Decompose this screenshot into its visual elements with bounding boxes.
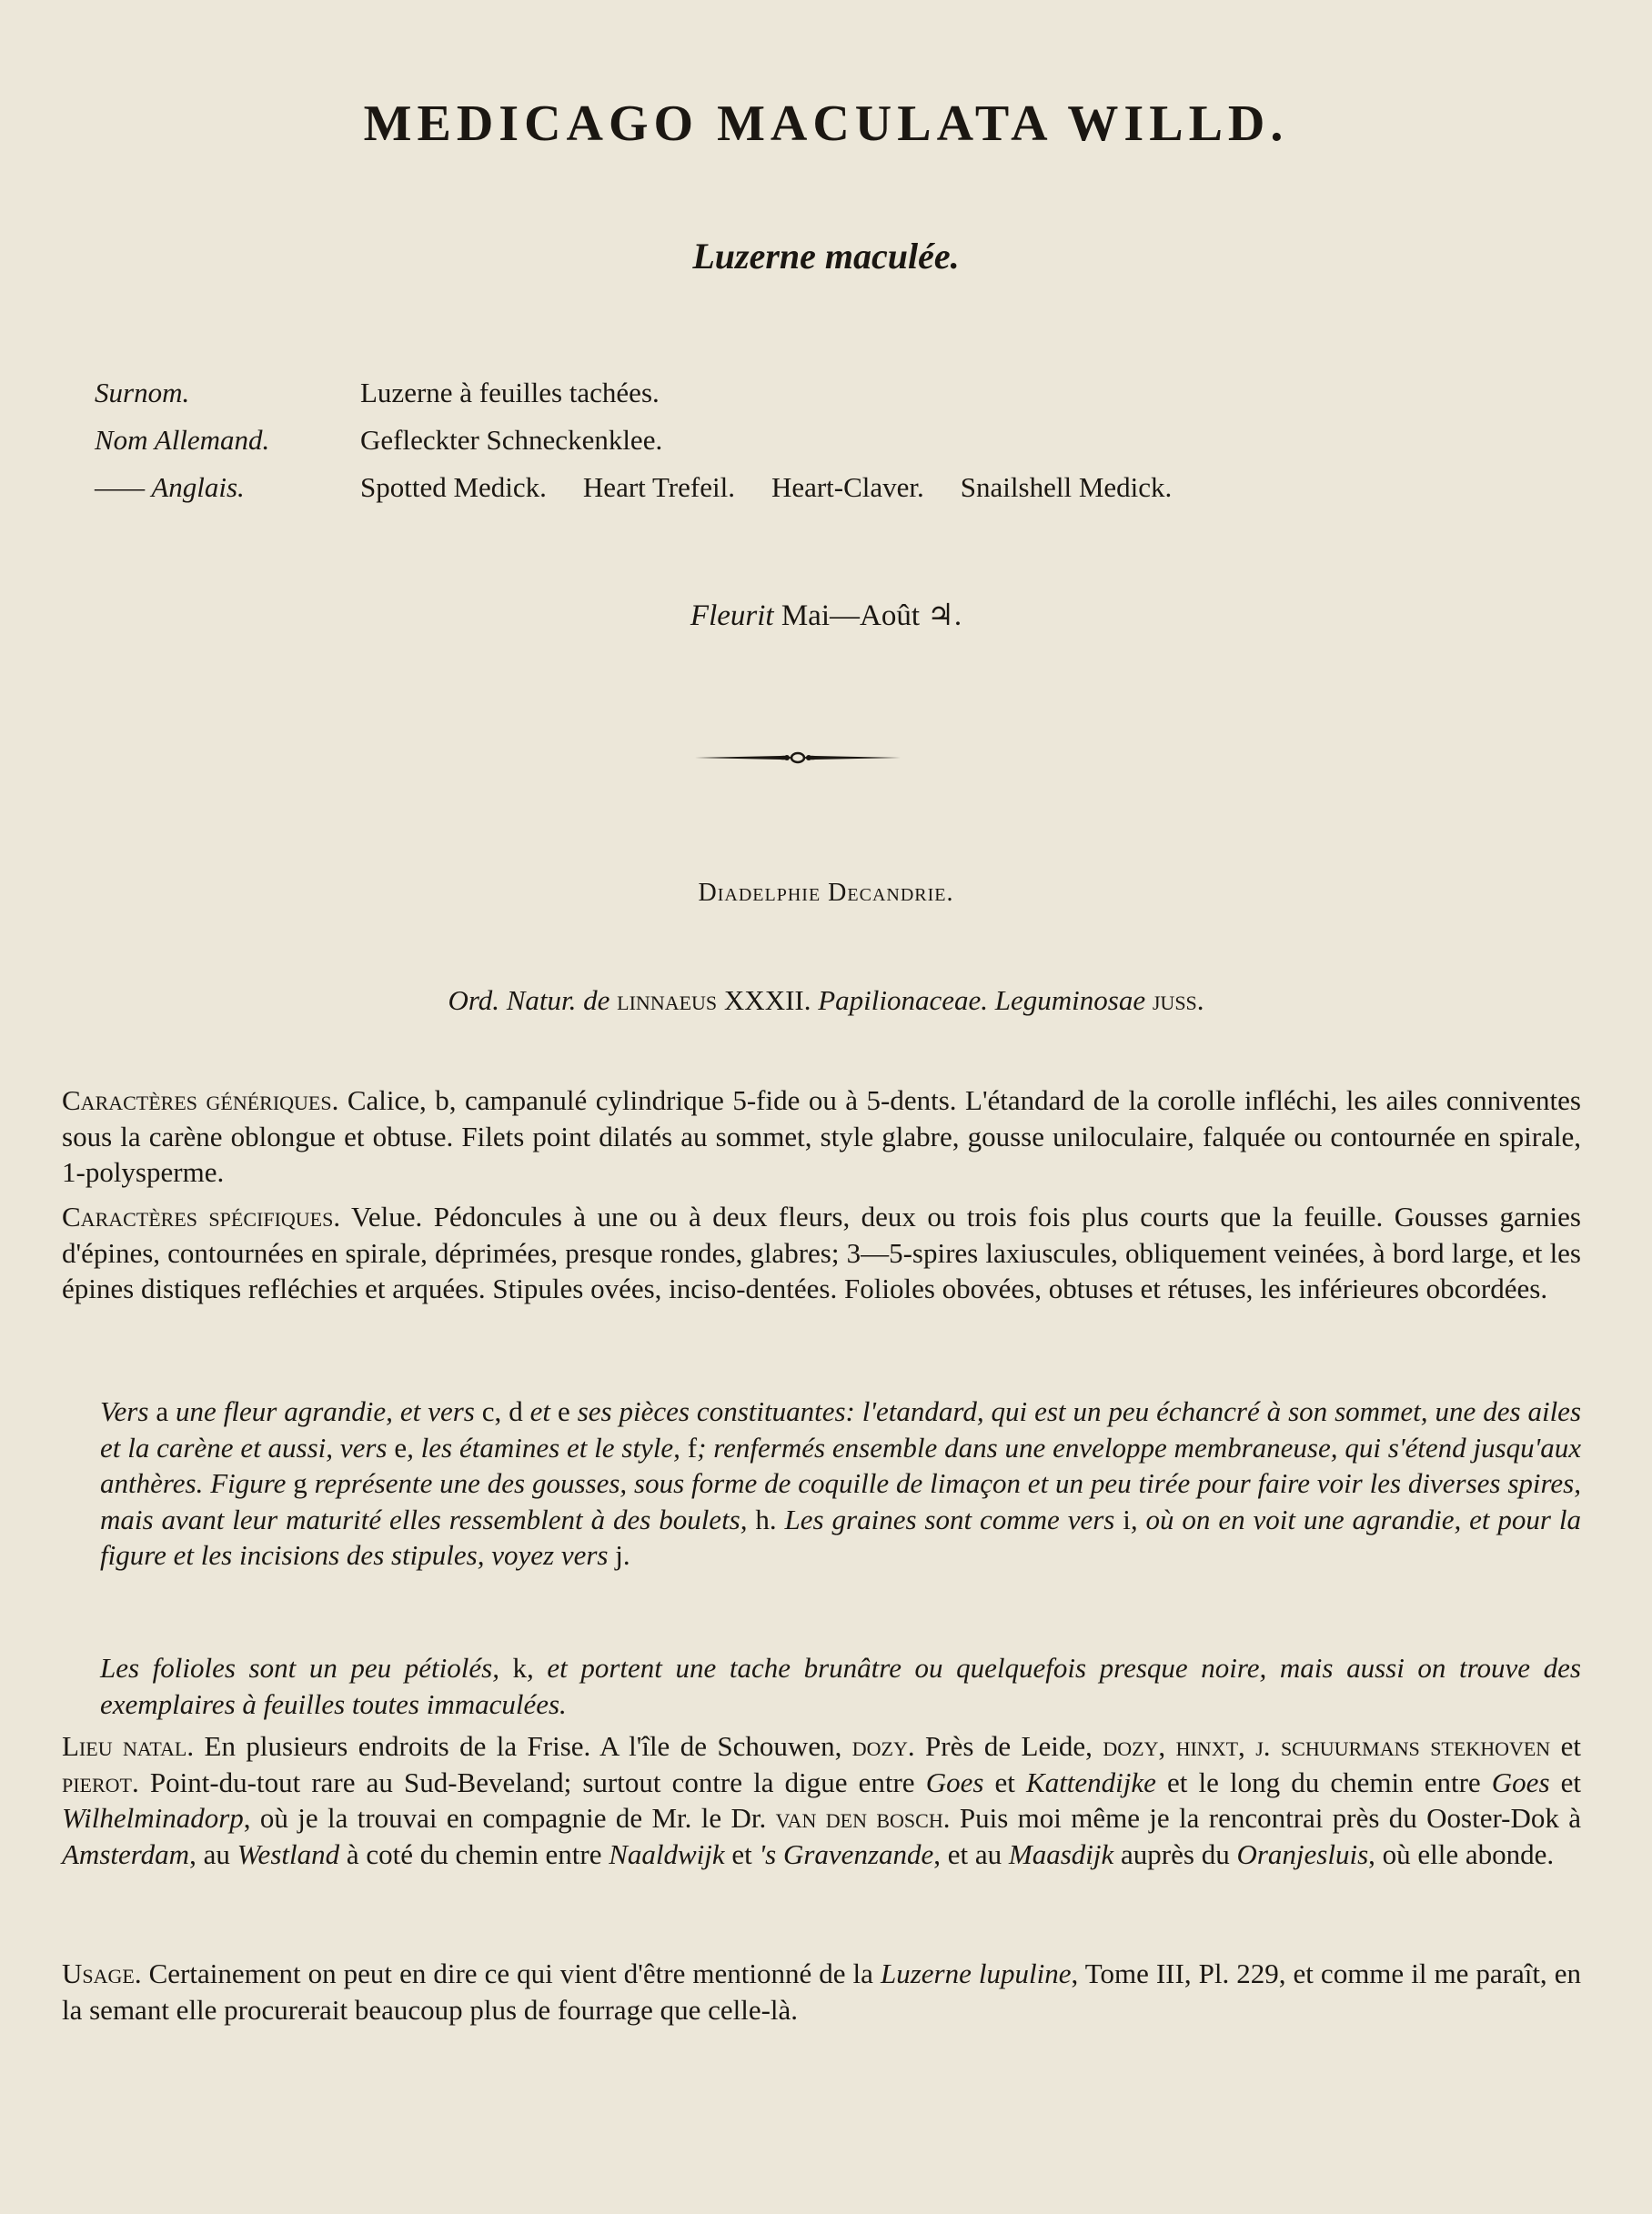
habitat-text: et	[983, 1766, 1027, 1798]
fig-letter: e	[558, 1395, 570, 1427]
fig-letter: k	[512, 1652, 528, 1684]
common-names	[95, 377, 1208, 518]
fig-text: Vers	[100, 1395, 149, 1427]
collector-name: pierot.	[62, 1766, 139, 1798]
habitat-text: auprès du	[1113, 1837, 1237, 1870]
place-name: Oranjesluis	[1236, 1837, 1369, 1870]
ornament-divider	[693, 744, 902, 771]
flowering-text: Mai—Août ♃.	[773, 599, 962, 632]
habitat-heading: Lieu natal.	[62, 1730, 195, 1762]
linnaean-class: Diadelphie Decandrie.	[698, 879, 954, 907]
fig-letter: i	[1123, 1503, 1131, 1535]
name-label: —— Anglais.	[95, 471, 245, 503]
fig-text: représente une des gousses, sous forme de coquille de limaçon et un peu tirée pour faire voir les diverses spires, mais avant leur maturité elles ressemblent à des boulets,	[100, 1467, 1581, 1535]
place-name: 's Gravenzande	[759, 1837, 934, 1870]
place-name: Maasdijk	[1008, 1837, 1114, 1870]
name-values	[360, 424, 699, 457]
habitat-text: , où je la trouvai en compagnie de Mr. le Dr.	[243, 1802, 776, 1834]
order-prefix: Ord. Natur. de	[448, 984, 618, 1016]
cross-reference: Luzerne lupuline	[880, 1957, 1072, 1989]
name-values	[360, 377, 696, 409]
place-name: Westland	[237, 1837, 340, 1870]
place-name: Amsterdam	[62, 1837, 190, 1870]
name-row	[95, 377, 1208, 424]
usage-text: Certainement on peut en dire ce qui vient d'être mentionné de la	[141, 1957, 881, 1989]
name-value: Snailshell Medick.	[960, 471, 1173, 503]
place-name: Goes	[925, 1766, 984, 1798]
figure-description	[100, 1394, 1581, 1574]
order-number: XXXII.	[717, 984, 819, 1016]
habitat-text: , au	[189, 1837, 237, 1870]
fig-letter: g	[293, 1467, 307, 1499]
specific-heading: Caractères spécifiques.	[62, 1201, 341, 1233]
fol-text: Les folioles sont un peu pétiolés,	[100, 1652, 513, 1684]
usage-text: , Tome III, Pl. 229, et comme il me paraît, en la semant elle procurerait beaucoup plus de fourrage que celle-là.	[62, 1957, 1581, 2026]
habitat-text: et le long du chemin entre	[1155, 1766, 1492, 1798]
name-row	[95, 424, 1208, 471]
habitat-text: , où elle abonde.	[1368, 1837, 1555, 1870]
name-value: Luzerne à feuilles tachées.	[360, 377, 660, 408]
name-values	[360, 471, 1208, 504]
collector-name: dozy.	[851, 1730, 915, 1762]
generic-text: Calice, b, campanulé cylindrique 5-fide ou à 5-dents. L'étandard de la corolle infléchi, les ailes conniventes sous la carène oblongue et obtuse. Filets point dilatés au sommet, style glabre, gousse uniloculaire, falquée ou contournée en spirale, 1-polysperme.	[62, 1084, 1581, 1188]
flowering-period	[0, 597, 1652, 633]
page-title: MEDICAGO MACULATA WILLD.	[363, 96, 1289, 152]
usage	[62, 1956, 1581, 2028]
name-value: Gefleckter Schneckenklee.	[360, 424, 663, 456]
order-linnaeus: linnaeus	[617, 984, 718, 1016]
fig-text: une fleur agrandie, et vers	[168, 1395, 482, 1427]
fig-text: , où on en voit une agrandie, et pour la figure et les incisions des stipules, voyez vers	[100, 1503, 1581, 1571]
habitat-text: Près de Leide,	[914, 1730, 1103, 1762]
place-name: Goes	[1491, 1766, 1550, 1798]
place-name: Naaldwijk	[609, 1837, 725, 1870]
fig-letter: a	[156, 1395, 169, 1427]
generic-heading: Caractères génériques.	[62, 1084, 339, 1116]
habitat-text: En plusieurs endroits de la Frise. A l'île de Schouwen,	[194, 1730, 852, 1762]
place-name: Wilhelminadorp	[62, 1802, 244, 1834]
fig-text: , les étamines et le style,	[407, 1431, 688, 1464]
habitat-text: Puis moi même je la rencontrai près du Ooster-Dok à	[950, 1802, 1581, 1834]
name-label: Surnom.	[95, 377, 190, 408]
habitat-text: , et au	[933, 1837, 1009, 1870]
name-value: Heart-Claver.	[771, 471, 924, 503]
habitat-text: à coté du chemin entre	[339, 1837, 609, 1870]
fig-text: ses pièces constituantes: l'etandard, qui est un peu échancré à son sommet, une des ailes et la carène et aussi, vers	[100, 1395, 1582, 1464]
fig-letter: h.	[755, 1503, 777, 1535]
habitat-text: et	[1550, 1730, 1581, 1762]
name-row	[95, 471, 1208, 518]
specific-characters	[62, 1199, 1581, 1307]
collector-name: van den bosch.	[775, 1802, 951, 1834]
collector-name: dozy, hinxt, j. schuurmans stekhoven	[1103, 1730, 1551, 1762]
name-value: Heart Trefeil.	[582, 471, 735, 503]
fig-letter: f	[687, 1431, 698, 1464]
habitat-text: et	[1549, 1766, 1582, 1798]
habitat-text: et	[724, 1837, 760, 1870]
fig-letter: j.	[615, 1539, 630, 1571]
leaflets-note	[100, 1650, 1581, 1722]
generic-characters	[62, 1082, 1581, 1191]
name-value: Spotted Medick.	[360, 471, 547, 503]
order-jussieu: juss.	[1152, 984, 1204, 1016]
flowering-label: Fleurit	[690, 599, 774, 632]
specific-text: Velue. Pédoncules à une ou à deux fleurs, deux ou trois fois plus courts que la feuille. Gousses garnies d'épines, contournées en spirale, déprimées, presque rondes, glabres; 3—5-spires laxiuscules, obliquement veinées, à bord large, et les épines distiques refléchies et arquées. Stipules ovées, inciso-dentées. Folioles obovées, obtuses et rétuses, les inférieures obcordées.	[62, 1201, 1581, 1304]
name-label: Nom Allemand.	[95, 424, 270, 456]
natural-order	[0, 984, 1652, 1017]
fol-text: , et portent une tache brunâtre ou quelquefois presque noire, mais aussi on trouve des exemplaires à feuilles toutes immaculées.	[100, 1652, 1581, 1720]
place-name: Kattendijke	[1026, 1766, 1156, 1798]
fig-letter: e	[394, 1431, 408, 1464]
fig-text: et	[522, 1395, 558, 1427]
usage-heading: Usage.	[62, 1957, 142, 1989]
fig-text: ; renfermés ensemble dans une enveloppe membraneuse, qui s'étend jusqu'aux anthères. Figure	[100, 1431, 1581, 1499]
fig-letter: c, d	[481, 1395, 523, 1427]
fig-text: Les graines sont comme vers	[776, 1503, 1123, 1535]
order-families: Papilionaceae. Leguminosae	[818, 984, 1153, 1016]
habitat	[62, 1728, 1581, 1872]
habitat-text: Point-du-tout rare au Sud-Beveland; surtout contre la digue entre	[138, 1766, 926, 1798]
french-name: Luzerne maculée.	[692, 236, 960, 277]
